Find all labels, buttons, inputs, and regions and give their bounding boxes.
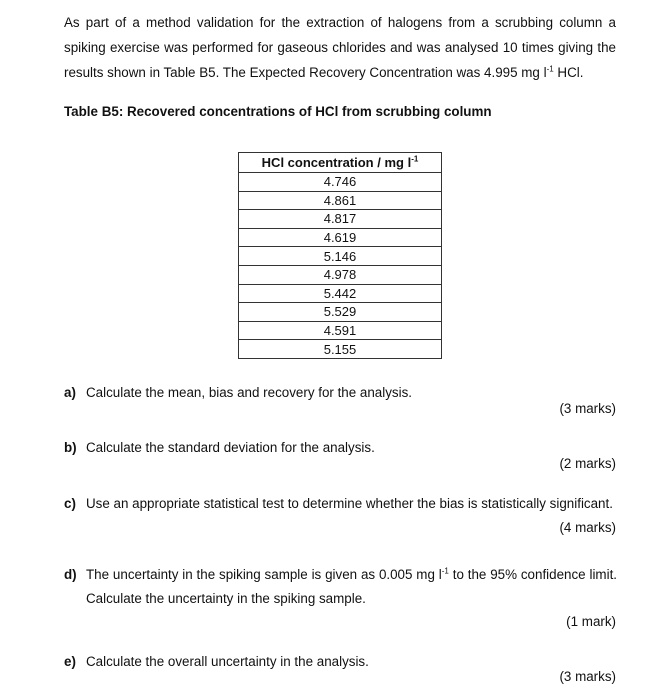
table-header-row xyxy=(239,153,442,173)
question-e-text: Calculate the overall uncertainty in the analysis. xyxy=(86,654,369,669)
question-d xyxy=(64,563,617,611)
table-header-cell xyxy=(239,153,442,173)
question-d-text-post: to the 95% confidence limit. Calculate the uncertainty in the spiking sample. xyxy=(86,567,618,606)
table-cell: 4.978 xyxy=(239,265,442,284)
question-a-text: Calculate the mean, bias and recovery for the analysis. xyxy=(86,385,413,400)
question-e-marks: (3 marks) xyxy=(559,669,616,684)
table-cell: 4.619 xyxy=(239,228,442,247)
table-cell: 5.146 xyxy=(239,247,442,266)
table-row xyxy=(239,265,442,284)
question-d-marks: (1 mark) xyxy=(566,614,616,629)
table-row xyxy=(239,321,442,340)
question-c-label: c) xyxy=(64,496,76,511)
question-c-marks: (4 marks) xyxy=(559,520,616,535)
table-row xyxy=(239,303,442,322)
table-row xyxy=(239,228,442,247)
question-d-unit-exponent: -1 xyxy=(441,566,449,576)
question-a xyxy=(64,381,617,405)
question-b-label: b) xyxy=(64,440,77,455)
intro-paragraph xyxy=(64,10,616,85)
question-b-text: Calculate the standard deviation for the analysis. xyxy=(86,440,375,455)
question-d-text-pre: The uncertainty in the spiking sample is given as 0.005 mg l xyxy=(86,567,442,582)
table-row xyxy=(239,191,442,210)
question-a-marks: (3 marks) xyxy=(559,401,616,416)
intro-unit-exponent: -1 xyxy=(546,64,554,74)
question-e xyxy=(64,650,617,674)
table-row xyxy=(239,210,442,229)
table-cell: 4.591 xyxy=(239,321,442,340)
table-cell: 5.155 xyxy=(239,340,442,359)
hcl-concentration-table xyxy=(238,152,442,359)
table-header-exponent: -1 xyxy=(411,154,419,164)
question-c xyxy=(64,492,617,516)
question-b-marks: (2 marks) xyxy=(559,456,616,471)
question-c-text: Use an appropriate statistical test to determine whether the bias is statistically significant. xyxy=(86,496,613,511)
table-cell: 4.746 xyxy=(239,173,442,192)
question-d-label: d) xyxy=(64,567,77,582)
question-d-text xyxy=(86,563,617,611)
question-e-label: e) xyxy=(64,654,76,669)
table-title: Table B5: Recovered concentrations of HCl from scrubbing column xyxy=(64,104,492,119)
table-cell: 5.442 xyxy=(239,284,442,303)
table-cell: 4.861 xyxy=(239,191,442,210)
table-header-text: HCl concentration / mg l xyxy=(261,155,412,170)
intro-tail: HCl. xyxy=(553,65,584,80)
table-cell: 4.817 xyxy=(239,210,442,229)
table-row xyxy=(239,247,442,266)
question-a-label: a) xyxy=(64,385,76,400)
intro-text: As part of a method validation for the extraction of halogens from a scrubbing column a spiking exercise was performed for gaseous chlorides and was analysed 10 times giving the results shown in Table B5. The Expected Recovery Concentration was 4.995 mg l xyxy=(64,15,616,80)
table-row xyxy=(239,173,442,192)
table-row xyxy=(239,284,442,303)
question-b xyxy=(64,436,617,460)
table-cell: 5.529 xyxy=(239,303,442,322)
table-row xyxy=(239,340,442,359)
